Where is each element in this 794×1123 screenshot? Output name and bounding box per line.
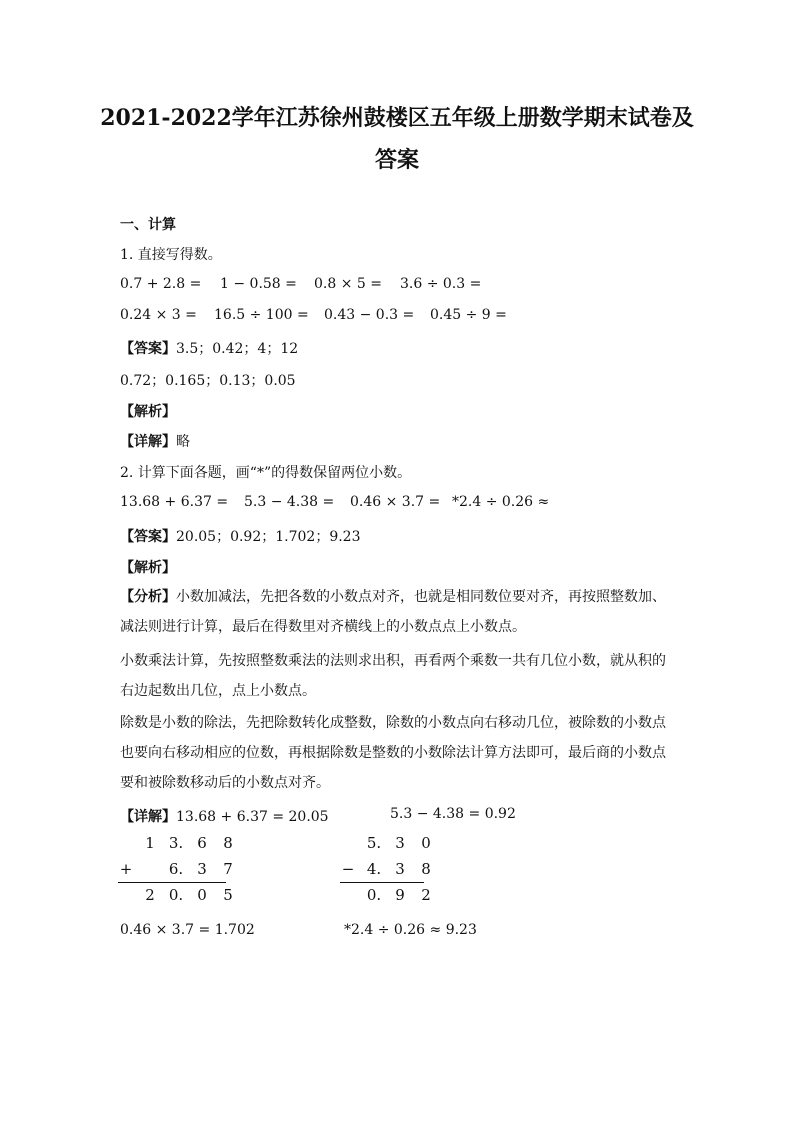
detail-label: 【详解】 [120,809,176,825]
q2-detail-eq2: 5.3 − 4.38 = 0.92 [390,806,516,822]
q2-multiplication-paragraph: 小数乘法计算，先按照整数乘法的法则求出积，再看两个乘数一共有几位小数，就从积的右边起数出几位，点上小数点。 [120,653,666,699]
digit: 3. [168,834,184,852]
fenxi-text: 小数加减法，先把各数的小数点对齐，也就是相同数位要对齐，再按照整数加、减法则进行计算，最后在得数里对齐横线上的小数点点上小数点。 [120,589,666,635]
q2-detail-eq3: 0.46 × 3.7 = 1.702 [120,922,255,938]
digit: 7 [223,860,233,878]
digit: 3 [197,860,207,878]
vertical-addition [119,834,233,912]
q1-calc-1: 0.7 + 2.8 = [120,276,202,292]
digit: 8 [421,860,431,878]
vertical-subtraction-rule [340,882,424,883]
digit: 3 [395,834,405,852]
q2-fenxi-paragraph [120,582,676,642]
q2-detail-eq4: *2.4 ÷ 0.26 ≈ 9.23 [344,922,477,938]
q1-answer [120,338,298,358]
digit: 5 [223,886,233,904]
digit: 2 [145,886,155,904]
digit: 8 [223,834,233,852]
section-heading: 一、计算 [120,217,176,233]
q2-answer [120,526,361,546]
digit: 5. [366,834,382,852]
vertical-addition-result [120,886,233,912]
q1-calc-2: 1 − 0.58 = [220,276,297,292]
digit: 0. [168,886,184,904]
question-2-prompt: 2. 计算下面各题，画“*”的得数保留两位小数。 [120,465,412,481]
digit: 1 [145,834,155,852]
q2-analysis-label: 【解析】 [120,560,176,576]
q1-analysis-label: 【解析】 [120,404,176,420]
digit: 0 [197,886,207,904]
digit: 2 [421,886,431,904]
q2-detail-eq1 [120,806,329,826]
digit: 0 [421,834,431,852]
q2-calc-2: 5.3 − 4.38 = [244,494,335,510]
digit: 0. [366,886,382,904]
q1-calc-3: 0.8 × 5 = [314,276,382,292]
answer-text: 3.5；0.42；4；12 [176,341,299,357]
digit: 6 [197,834,207,852]
fenxi-label: 【分析】 [120,589,176,605]
document-title-line1: 2021-2022学年江苏徐州鼓楼区五年级上册数学期末试卷及 [100,105,694,131]
q2-calc-4: *2.4 ÷ 0.26 ≈ [452,494,550,510]
q1-calc-8: 0.45 ÷ 9 = [430,307,507,323]
vertical-subtraction-top [340,834,430,860]
detail-label: 【详解】 [120,434,176,450]
minus-operator: − [341,860,355,878]
document-title-line2: 答案 [374,147,419,173]
q1-calc-7: 0.43 − 0.3 = [324,307,415,323]
answer-label: 【答案】 [120,341,176,357]
detail-text: 略 [176,434,190,450]
vertical-subtraction [340,834,430,912]
digit: 9 [395,886,405,904]
q1-calc-4: 3.6 ÷ 0.3 = [400,276,482,292]
digit: 3 [395,860,405,878]
answer-text: 20.05；0.92；1.702；9.23 [176,529,361,545]
q2-calc-3: 0.46 × 3.7 = [350,494,441,510]
q2-calc-1: 13.68 + 6.37 = [120,494,229,510]
q2-division-paragraph: 除数是小数的除法，先把除数转化成整数，除数的小数点向右移动几位，被除数的小数点也要向右移动相应的位数，再根据除数是整数的小数除法计算方法即可，最后商的小数点要和被除数移动后的小数点对齐。 [120,715,666,791]
q1-detail [120,431,190,451]
digit: 4. [366,860,382,878]
answer-label: 【答案】 [120,529,176,545]
q1-answer-line2: 0.72；0.165；0.13；0.05 [120,373,296,389]
vertical-subtraction-result [340,886,430,912]
q1-calc-5: 0.24 × 3 = [120,307,197,323]
vertical-addition-rule [118,882,226,883]
q1-calc-6: 16.5 ÷ 100 = [214,307,309,323]
digit: 6. [168,860,184,878]
question-1-prompt: 1. 直接写得数。 [120,247,222,263]
detail-equation: 13.68 + 6.37 = 20.05 [176,809,329,825]
plus-operator: + [119,860,133,878]
vertical-addition-top [120,834,233,860]
